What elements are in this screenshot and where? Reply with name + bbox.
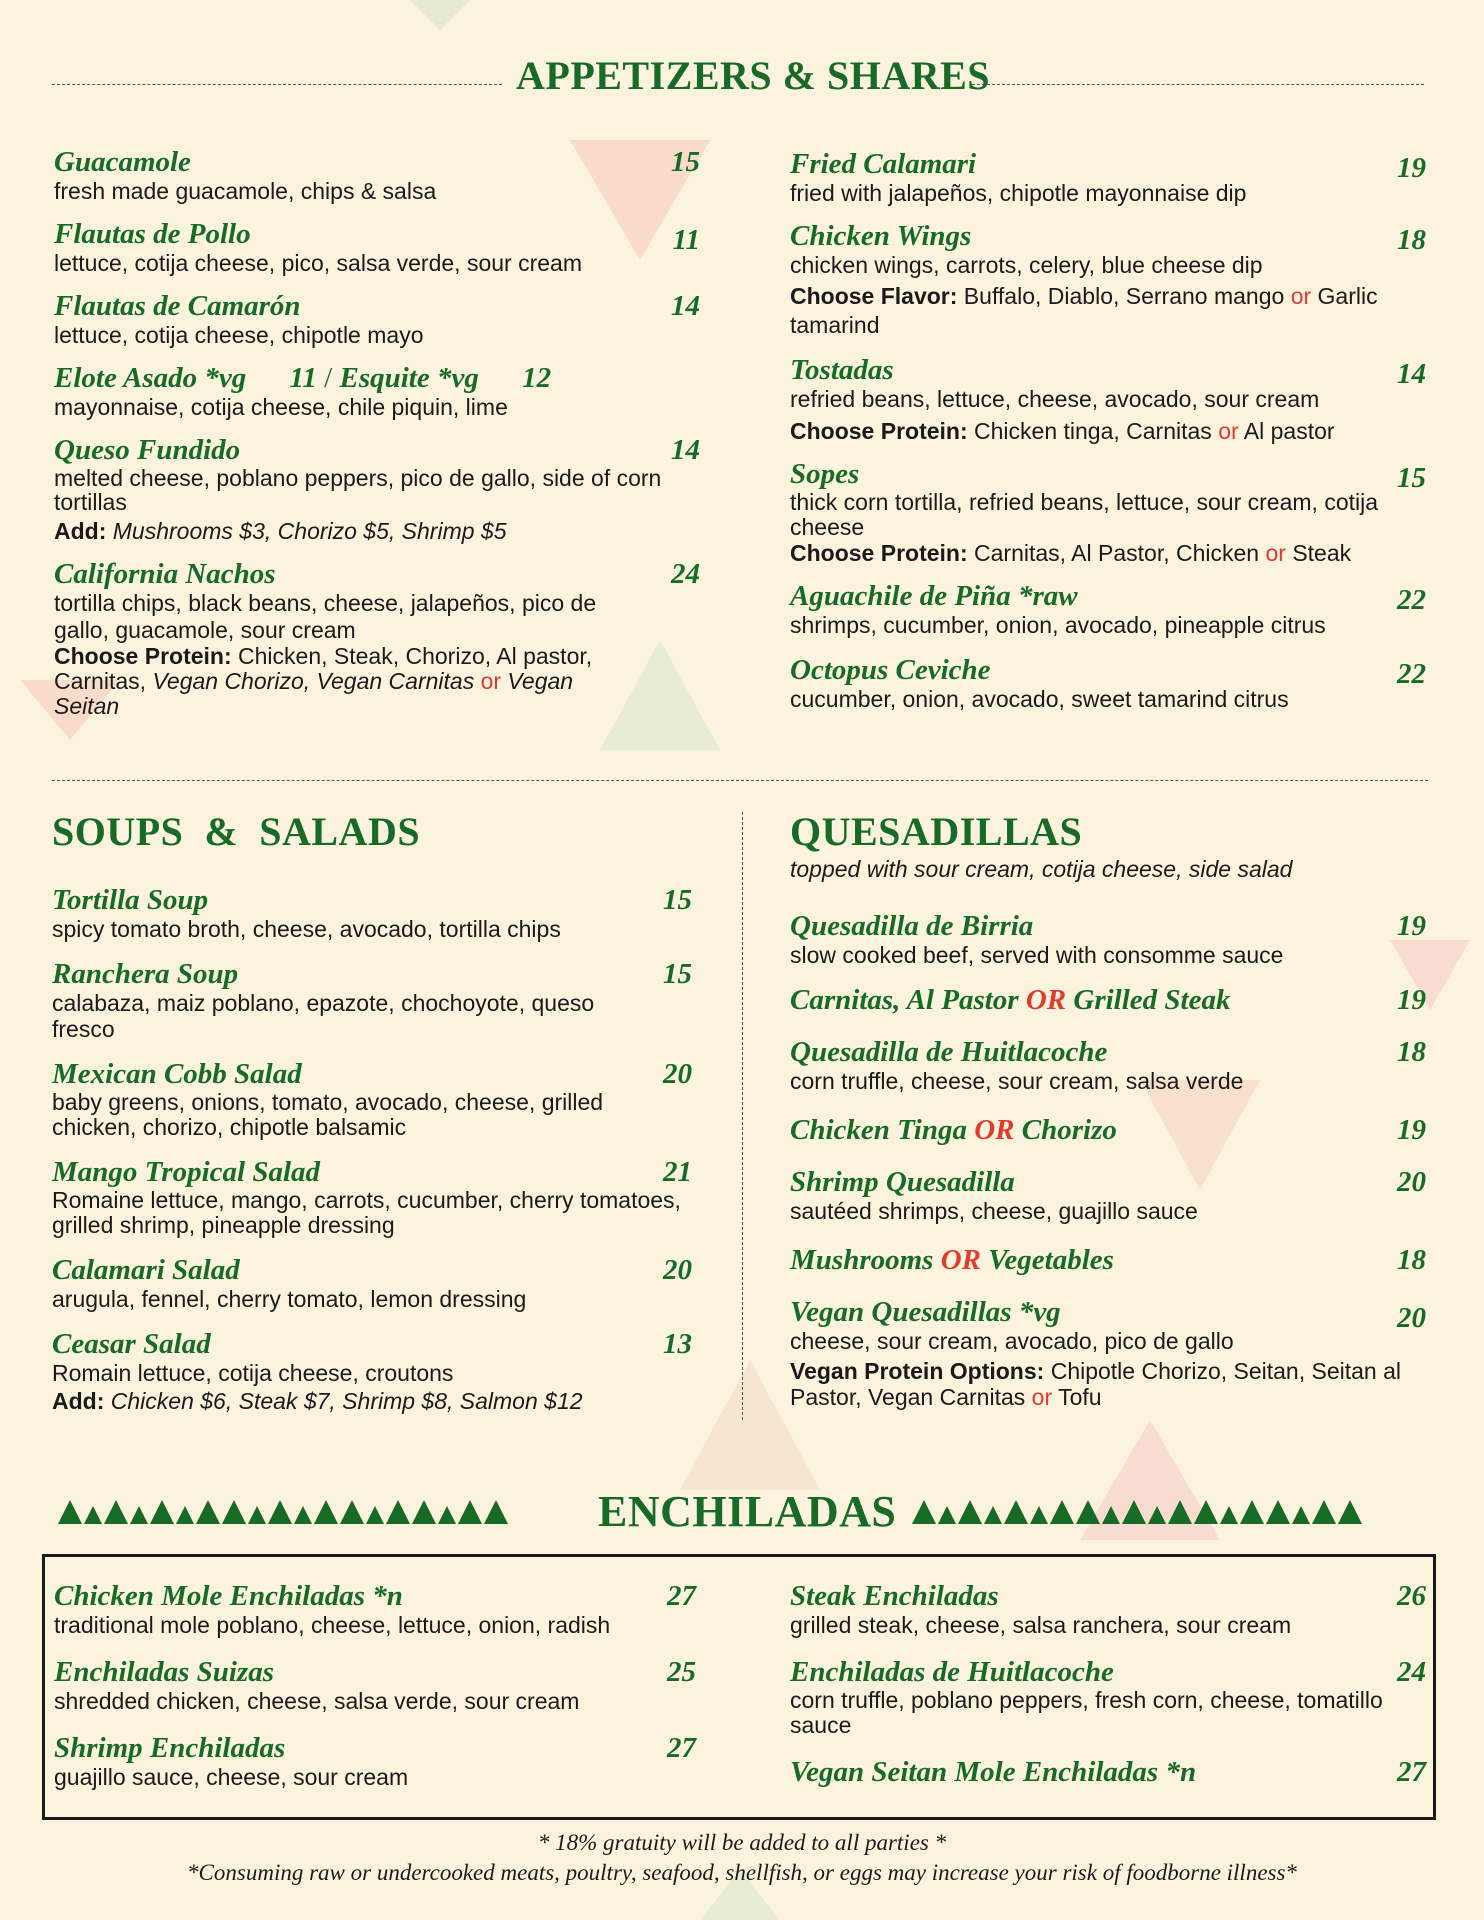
menu-item (790, 1296, 1440, 1410)
item-price: 27 (667, 1732, 696, 1764)
item-price: 24 (671, 558, 700, 590)
menu-item (790, 1756, 1430, 1788)
item-name: Aguachile de Piña *raw (790, 580, 1078, 612)
item-price: 18 (1397, 1036, 1426, 1068)
divider-line (52, 780, 1428, 781)
item-description: tortilla chips, black beans, cheese, jalapeños, pico de gallo, guacamole, sour cream (54, 590, 597, 643)
choose-text: Chicken, Steak, Chorizo, Al pastor, Carnitas, (54, 643, 593, 694)
item-name: Fried Calamari (790, 148, 977, 180)
section-title-quesadillas: QUESADILLAS (790, 809, 1083, 854)
choose-label: Choose Flavor: (790, 283, 958, 309)
menu-item (790, 1166, 1440, 1224)
menu-item (790, 1036, 1440, 1094)
separator: / (324, 362, 333, 394)
item-name: Chorizo (1014, 1114, 1117, 1146)
item-price: 19 (1397, 1114, 1426, 1146)
menu-item (52, 1254, 692, 1312)
choose-label: Choose Protein: (790, 418, 968, 444)
item-price: 26 (1397, 1580, 1426, 1612)
protein-choice-line (54, 644, 690, 719)
menu-item (790, 458, 1440, 566)
item-name: Mushrooms (790, 1244, 941, 1276)
item-description: arugula, fennel, cherry tomato, lemon dressing (52, 1286, 527, 1312)
menu-item (790, 910, 1440, 968)
item-description: baby greens, onions, tomato, avocado, cheese, grilled chicken, chorizo, chipotle balsamic (52, 1089, 604, 1140)
enchiladas-left-column (54, 1580, 714, 1808)
item-price: 25 (667, 1656, 696, 1688)
item-price: 19 (1397, 910, 1426, 942)
or-word: OR (974, 1114, 1015, 1146)
item-description: corn truffle, poblano peppers, fresh corn, cheese, tomatillo sauce (790, 1687, 1383, 1738)
section-title-soups-salads: SOUPS & SALADS (52, 809, 421, 854)
item-name: Ranchera Soup (52, 958, 239, 990)
item-description: lettuce, cotija cheese, chipotle mayo (54, 322, 424, 348)
item-name: Sopes (790, 458, 860, 490)
item-name-combo (790, 1244, 1440, 1276)
add-on-label: Add: (54, 518, 107, 544)
menu-item (790, 654, 1440, 712)
item-name: Flautas de Pollo (54, 218, 251, 250)
menu-item (790, 984, 1440, 1016)
item-description: Romain lettuce, cotija cheese, croutons (52, 1360, 454, 1386)
consumption-warning: *Consuming raw or undercooked meats, poultry, seafood, shellfish, or eggs may increase your risk of foodborne illness* (187, 1860, 1297, 1885)
menu-item (54, 218, 700, 276)
item-name: Vegetables (981, 1244, 1114, 1276)
item-name: Chicken Mole Enchiladas *n (54, 1580, 403, 1612)
menu-item (790, 1244, 1440, 1276)
item-price: 14 (1397, 358, 1426, 390)
item-name: Tostadas (790, 354, 894, 386)
item-price: 20 (1397, 1166, 1426, 1198)
item-price: 12 (522, 362, 552, 394)
section-title-appetizers: APPETIZERS & SHARES (516, 53, 991, 98)
item-price: 22 (1397, 658, 1426, 690)
or-word: or (1290, 283, 1312, 309)
item-name: Grilled Steak (1066, 984, 1231, 1016)
item-price: 21 (663, 1156, 692, 1188)
protein-choice-line (790, 418, 1440, 444)
item-description: guajillo sauce, cheese, sour cream (54, 1764, 409, 1790)
choose-text: Tofu (1052, 1384, 1102, 1410)
choose-text: Buffalo, Diablo, Serrano mango (957, 283, 1291, 309)
item-price: 18 (1397, 224, 1426, 256)
item-description: cucumber, onion, avocado, sweet tamarind citrus (790, 686, 1289, 712)
add-on-line (54, 518, 690, 544)
menu-item (54, 362, 690, 420)
appetizers-right-column (790, 148, 1440, 730)
item-price: 20 (663, 1058, 692, 1090)
item-name: Chicken Tinga (790, 1114, 975, 1146)
item-name: Tortilla Soup (52, 884, 209, 916)
item-name: Carnitas, Al Pastor (790, 984, 1026, 1016)
item-description: traditional mole poblano, cheese, lettuce, onion, radish (54, 1612, 611, 1638)
item-name: Enchiladas Suizas (54, 1656, 275, 1688)
item-description: Romaine lettuce, mango, carrots, cucumber, cherry tomatoes, grilled shrimp, pineapple dressing (52, 1187, 681, 1238)
menu-item (54, 1580, 714, 1638)
menu-item (790, 354, 1440, 444)
section-subtitle: topped with sour cream, cotija cheese, side salad (790, 856, 1293, 882)
item-price: 15 (663, 884, 692, 916)
add-on-text: Mushrooms $3, Chorizo $5, Shrimp $5 (106, 518, 507, 544)
item-description: melted cheese, poblano peppers, pico de gallo, side of corn tortillas (54, 465, 662, 515)
item-price: 20 (663, 1254, 692, 1286)
gratuity-note: * 18% gratuity will be added to all parties * (537, 1830, 947, 1855)
menu-item (790, 1114, 1440, 1146)
item-description: corn truffle, cheese, sour cream, salsa verde (790, 1068, 1244, 1094)
soups-column (52, 884, 692, 1432)
menu-item (52, 1328, 692, 1414)
item-description: sautéed shrimps, cheese, guajillo sauce (790, 1198, 1198, 1224)
item-price: 20 (1397, 1302, 1426, 1334)
appetizers-left-column (54, 146, 700, 737)
item-name-combo (54, 362, 690, 394)
item-name: Vegan Quesadillas *vg (790, 1296, 1061, 1328)
item-price: 22 (1397, 584, 1426, 616)
or-word: or (1031, 1384, 1053, 1410)
or-word: or (480, 668, 502, 694)
item-name: Octopus Ceviche (790, 654, 991, 686)
menu-item (54, 290, 700, 348)
item-price: 14 (671, 434, 700, 466)
menu-item (52, 1058, 692, 1140)
item-name: Enchiladas de Huitlacoche (790, 1656, 1114, 1688)
choose-text-italic: Vegan Seitan (54, 668, 574, 719)
choose-text: Garlic tamarind (790, 283, 1378, 338)
divider-line (52, 84, 502, 85)
item-name: Mango Tropical Salad (52, 1156, 321, 1188)
item-price: 18 (1397, 1244, 1426, 1276)
add-on-text: Chicken $6, Steak $7, Shrimp $8, Salmon $12 (104, 1388, 583, 1414)
item-name-combo (790, 1114, 1440, 1146)
divider-line (972, 84, 1424, 85)
menu-item (790, 580, 1440, 638)
choose-text-italic: Vegan Chorizo, Vegan Carnitas (152, 668, 481, 694)
item-name: Queso Fundido (54, 434, 241, 466)
add-on-label: Add: (52, 1388, 105, 1414)
item-price: 15 (1397, 462, 1426, 494)
item-name: Elote Asado *vg (54, 362, 247, 394)
item-description: mayonnaise, cotija cheese, chile piquin, lime (54, 394, 508, 420)
triangle-border-right (912, 1500, 1364, 1524)
add-on-line (52, 1388, 692, 1414)
column-divider (742, 812, 743, 1420)
item-name: Flautas de Camarón (54, 290, 301, 322)
item-price: 14 (671, 290, 700, 322)
item-name: Quesadilla de Huitlacoche (790, 1036, 1108, 1068)
item-description: calabaza, maiz poblano, epazote, chochoyote, queso fresco (52, 990, 595, 1042)
item-description: chicken wings, carrots, celery, blue cheese dip (790, 252, 1263, 278)
item-description: thick corn tortilla, refried beans, lettuce, sour cream, cotija cheese (790, 489, 1379, 540)
item-name: Shrimp Quesadilla (790, 1166, 1015, 1198)
item-name: Ceasar Salad (52, 1328, 211, 1360)
item-description: slow cooked beef, served with consomme sauce (790, 942, 1284, 968)
decor-triangle (410, 0, 470, 30)
or-word: or (1265, 540, 1286, 566)
item-description: grilled steak, cheese, salsa ranchera, sour cream (790, 1612, 1292, 1638)
item-price: 19 (1397, 152, 1426, 184)
menu-item (790, 220, 1440, 340)
menu-item (54, 1732, 714, 1790)
item-name: Calamari Salad (52, 1254, 240, 1286)
choose-text: Chicken tinga, Carnitas (967, 418, 1219, 444)
menu-item (54, 1656, 714, 1714)
menu-item (790, 148, 1440, 206)
item-description: shredded chicken, cheese, salsa verde, sour cream (54, 1688, 580, 1714)
menu-item (52, 958, 692, 1042)
item-name: Chicken Wings (790, 220, 972, 252)
choose-label: Choose Protein: (54, 643, 232, 669)
item-description: lettuce, cotija cheese, pico, salsa verde, sour cream (54, 250, 582, 276)
item-price: 27 (667, 1580, 696, 1612)
item-price: 19 (1397, 984, 1426, 1016)
or-word: OR (1025, 984, 1067, 1016)
item-description: cheese, sour cream, avocado, pico de gallo (790, 1328, 1234, 1354)
menu-item (52, 884, 692, 942)
menu-item (54, 434, 700, 544)
item-name-combo (790, 984, 1440, 1016)
item-description: spicy tomato broth, cheese, avocado, tortilla chips (52, 916, 561, 942)
item-name: Guacamole (54, 146, 191, 178)
item-price: 27 (1397, 1756, 1426, 1788)
choose-text: Chipotle Chorizo, Seitan, Seitan al Pastor, Vegan Carnitas (790, 1358, 1402, 1410)
item-price: 13 (663, 1328, 692, 1360)
item-name: Steak Enchiladas (790, 1580, 999, 1612)
triangle-border-left (58, 1500, 510, 1524)
item-name: Quesadilla de Birria (790, 910, 1034, 942)
choose-label: Choose Protein: (790, 540, 968, 566)
item-price: 15 (663, 958, 692, 990)
or-word: or (1218, 418, 1239, 444)
choose-text: Carnitas, Al Pastor, Chicken (967, 540, 1266, 566)
item-description: refried beans, lettuce, cheese, avocado, sour cream (790, 386, 1320, 412)
item-name: Vegan Seitan Mole Enchiladas *n (790, 1756, 1197, 1788)
item-description: fresh made guacamole, chips & salsa (54, 178, 437, 204)
protein-choice-line (790, 540, 1440, 566)
item-price: 11 (672, 224, 700, 256)
item-name: Shrimp Enchiladas (54, 1732, 286, 1764)
menu-item (54, 146, 700, 204)
item-price: 11 (289, 362, 317, 394)
choose-label: Vegan Protein Options: (790, 1358, 1045, 1384)
protein-choice-line (790, 1358, 1440, 1410)
enchiladas-right-column (790, 1580, 1430, 1806)
menu-item (52, 1156, 692, 1238)
item-name: California Nachos (54, 558, 276, 590)
quesadillas-column (790, 910, 1440, 1428)
item-description: fried with jalapeños, chipotle mayonnaise dip (790, 180, 1247, 206)
menu-item (790, 1656, 1430, 1738)
choose-text: Al pastor (1238, 418, 1335, 444)
menu-item (54, 558, 700, 719)
item-price: 24 (1397, 1656, 1426, 1688)
item-name: Mexican Cobb Salad (52, 1058, 302, 1090)
item-price: 15 (671, 146, 700, 178)
item-description: shrimps, cucumber, onion, avocado, pineapple citrus (790, 612, 1326, 638)
or-word: OR (940, 1244, 982, 1276)
item-name: Esquite *vg (339, 362, 479, 394)
menu-item (790, 1580, 1430, 1638)
flavor-choice-line (790, 282, 1440, 340)
choose-text: Steak (1285, 540, 1352, 566)
section-title-enchiladas: ENCHILADAS (598, 1487, 897, 1536)
